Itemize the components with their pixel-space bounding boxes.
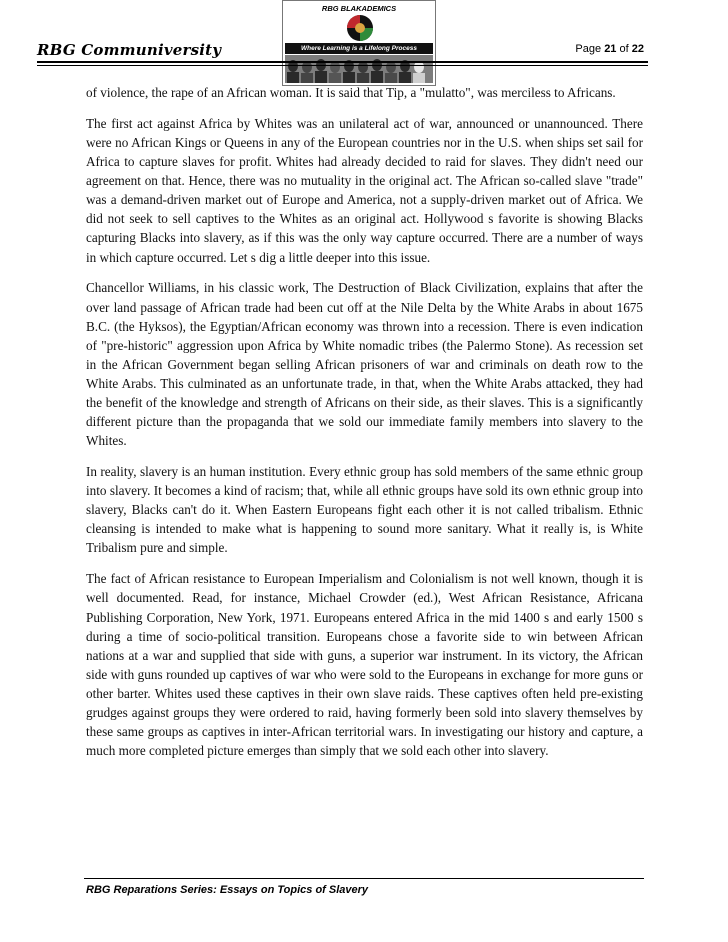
banner-title: RBG BLAKADEMICS	[321, 4, 397, 13]
page-number	[575, 43, 644, 55]
footer-divider	[84, 878, 644, 879]
header-banner	[282, 0, 436, 86]
header-divider	[37, 61, 648, 63]
header-title: RBG Communiversity	[37, 41, 222, 59]
body-paragraph: The fact of African resistance to European Imperialism and Colonialism is not well known, though it is well documented. Read, for instance, Michael Crowder (ed.), West African Resistance, Africana Publishing Corporation, New York, 1971. Europeans entered Africa in the mid 1400 s and early 1500 s during a time of socio-political transition. Europeans chose a favorite side to win between African nations at a war and supplied that side with guns, a superior war instrument. In its victory, the African side with guns rounded up captives of war who were sold to the Europeans in exchange for more guns or other barter. Whites used these captives in their own slave raids. These captives often held pre-existing grudges against groups they were ordered to raid, having formerly been sold into slavery themselves by these same groups as captives in inter-African territorial wars. In investigating our history and capture, a much more completed picture emerges than simply that we sold each other into slavery.	[86, 571, 643, 759]
body-paragraph: In reality, slavery is an human institution. Every ethnic group has sold members of the same ethnic group into slavery. It becomes a kind of racism; that, while all ethnic groups have sold its own ethnic group into slavery, Blacks can't do it. When Eastern Europeans fight each other it is not called tribalism. Ethnic cleansing is intended to make what is happening to sound more sanitary. What it really is, is White Tribalism pure and simple.	[86, 464, 643, 556]
body-paragraph: The first act against Africa by Whites was an unilateral act of war, announced or unannounced. There were no African Kings or Queens in any of the European countries nor in the U.S. when ships set sail for Africa to capture slaves for profit. Whites had already decided to raid for slaves. They didn't need our agreement on that. Hence, there was no mutuality in the original act. The African so-called slave "trade" was a demand-driven market out of Europe and America, not a supply-driven market out of Africa. We did not seek to sell captives to the Whites as an original act. Hollywood s favorite is showing Blacks capturing Blacks into slavery, as if this was the only way capture occurred. There are a number of ways in which capture occurred. Let s dig a little deeper into this issue.	[86, 115, 643, 265]
body-paragraph: Chancellor Williams, in his classic work, The Destruction of Black Civilization, explains that after the over land passage of African trade had been cut off at the Nile Delta by the White Arabs in about 1675 B.C. (the Hyksos), the Egyptian/African economy was thrown into a recession. There is even indication of "pre-historic" aggression upon Africa by White nomadic tribes (the Palermo Stone). As recession set in the African Government began selling African prisoners of war and criminals on death row to the White Arabs. This culminated as an unfortunate trade, in that, when the White Arabs attacked, they had the benefit of the knowledge and strength of Africans on their side, as their slaves. This is a significantly different picture than the propaganda that we sold our immediate family members into slavery to the Whites.	[86, 280, 643, 449]
portrait-strip-image	[285, 55, 433, 83]
body-paragraph: of violence, the rape of an African woman. It is said that Tip, a "mulatto", was merciless to Africans.	[86, 85, 616, 100]
page-current: 21	[604, 43, 617, 55]
banner-slogan: Where Learning is a Lifelong Process	[285, 43, 433, 54]
page-of: of	[619, 43, 629, 55]
footer-series-title: RBG Reparations Series: Essays on Topics of Slavery	[86, 884, 369, 896]
header-divider-thin	[37, 65, 648, 66]
page-label: Page	[575, 43, 602, 55]
document-body	[86, 83, 643, 772]
portrait-strip	[285, 55, 433, 83]
page-total: 22	[631, 43, 644, 55]
rbg-logo-icon	[341, 14, 379, 42]
